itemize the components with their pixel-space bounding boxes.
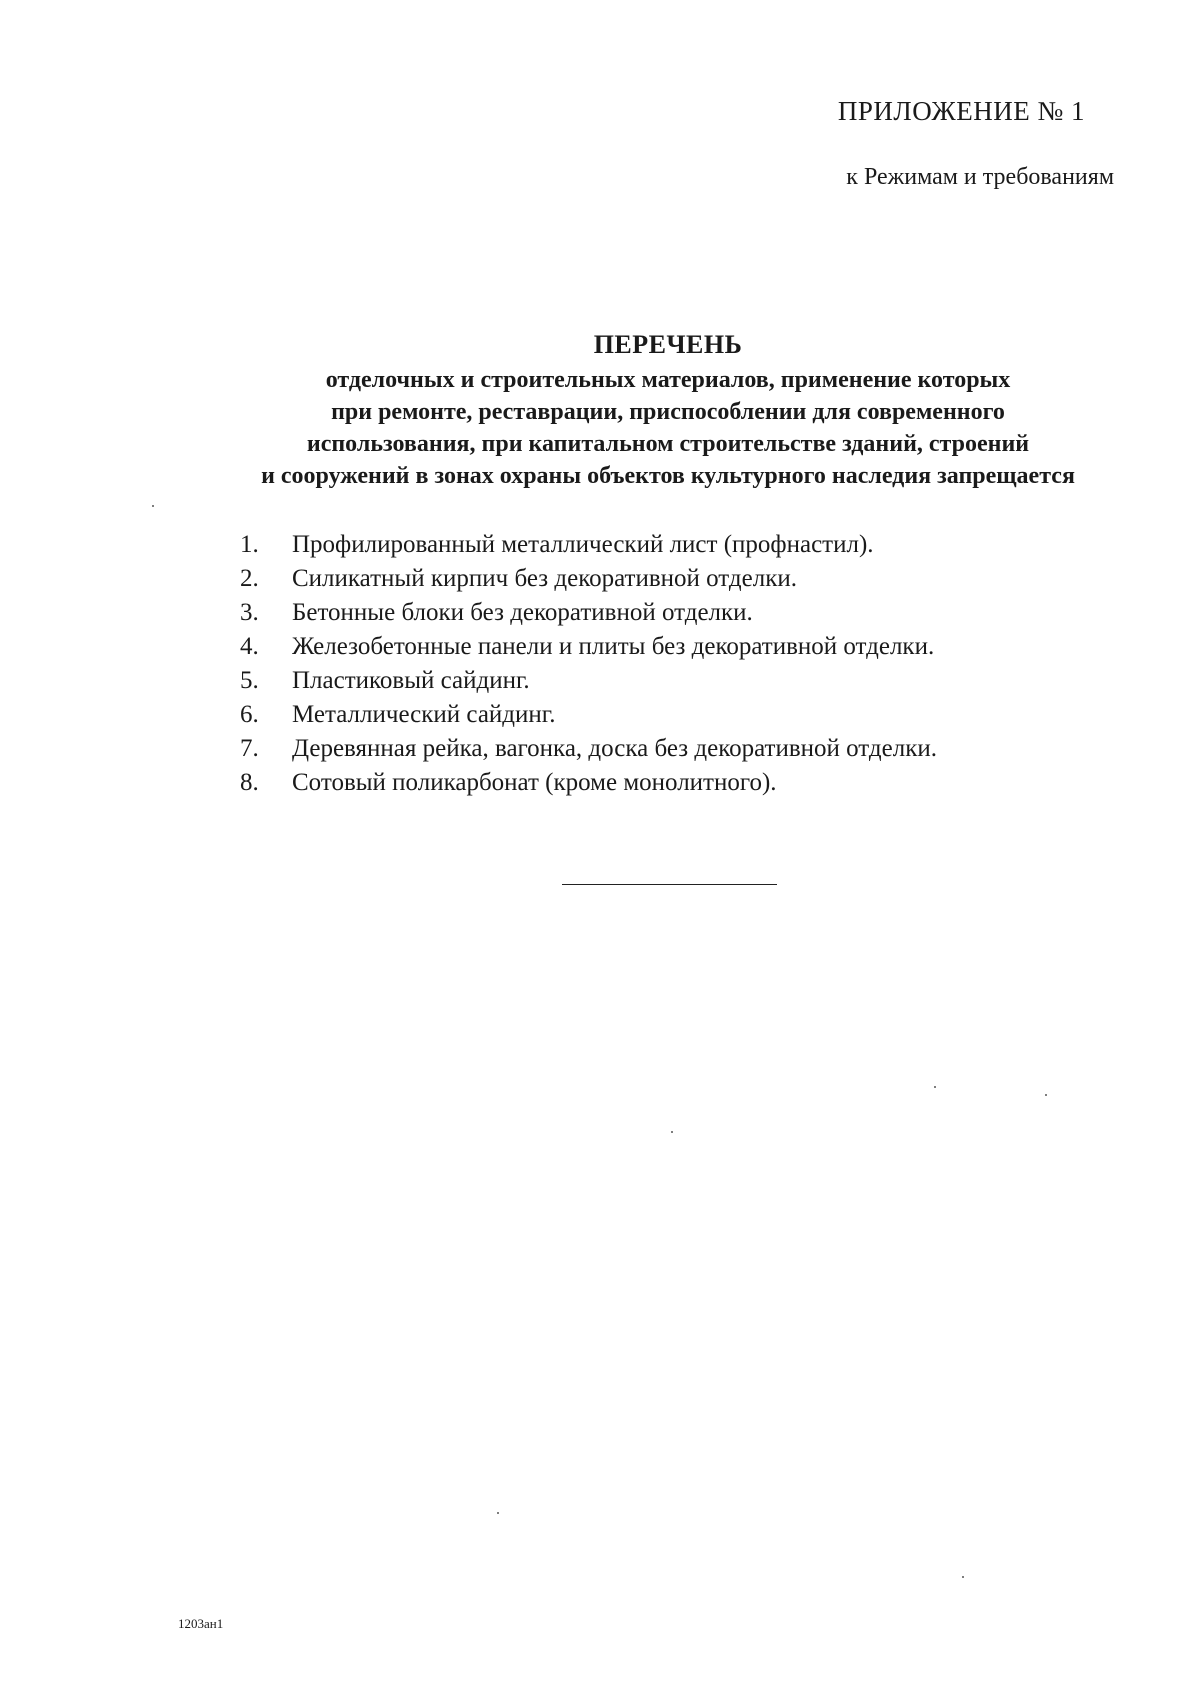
- list-item-text: Пластиковый сайдинг.: [292, 667, 530, 694]
- materials-list: [240, 528, 937, 800]
- list-item-text: Силикатный кирпич без декоративной отделки.: [292, 565, 797, 592]
- list-item-text: Профилированный металлический лист (профнастил).: [292, 531, 874, 558]
- scan-speck: [962, 1576, 964, 1578]
- scan-speck: [934, 1086, 936, 1088]
- list-item: [240, 528, 937, 562]
- document-heading: ПЕРЕЧЕНЬ: [593, 330, 743, 359]
- list-item-number: 2.: [240, 565, 259, 592]
- appendix-subtitle: к Режимам и требованиям: [846, 164, 1114, 190]
- list-item-number: 6.: [240, 701, 259, 728]
- document-code: 1203ан1: [178, 1616, 224, 1631]
- list-item: [240, 766, 937, 800]
- heading-line: отделочных и строительных материалов, применение которых: [325, 367, 1011, 393]
- list-item-number: 7.: [240, 735, 259, 762]
- list-item-number: 1.: [240, 531, 259, 558]
- scan-speck: [1045, 1094, 1047, 1096]
- closing-divider: [562, 884, 777, 885]
- list-item-number: 5.: [240, 667, 259, 694]
- heading-line: при ремонте, реставрации, приспособлении для современного: [331, 399, 1005, 425]
- list-item: [240, 562, 937, 596]
- appendix-title: ПРИЛОЖЕНИЕ № 1: [837, 96, 1085, 126]
- list-item: [240, 664, 937, 698]
- heading-line: и сооружений в зонах охраны объектов культурного наследия запрещается: [261, 463, 1075, 489]
- list-item: [240, 698, 937, 732]
- list-item-text: Металлический сайдинг.: [292, 701, 556, 728]
- scan-speck: [152, 505, 154, 507]
- list-item: [240, 630, 937, 664]
- scan-speck: [671, 1131, 673, 1133]
- list-item-text: Деревянная рейка, вагонка, доска без декоративной отделки.: [292, 735, 937, 762]
- scan-speck: [497, 1512, 499, 1514]
- heading-line: использования, при капитальном строительстве зданий, строений: [306, 431, 1030, 457]
- list-item-number: 4.: [240, 633, 259, 660]
- list-item-number: 8.: [240, 769, 259, 796]
- list-item-text: Бетонные блоки без декоративной отделки.: [292, 599, 753, 626]
- list-item-number: 3.: [240, 599, 259, 626]
- list-item-text: Железобетонные панели и плиты без декоративной отделки.: [292, 633, 935, 660]
- heading-description: [150, 364, 1186, 492]
- list-item: [240, 732, 937, 766]
- list-item-text: Сотовый поликарбонат (кроме монолитного).: [292, 769, 777, 796]
- list-item: [240, 596, 937, 630]
